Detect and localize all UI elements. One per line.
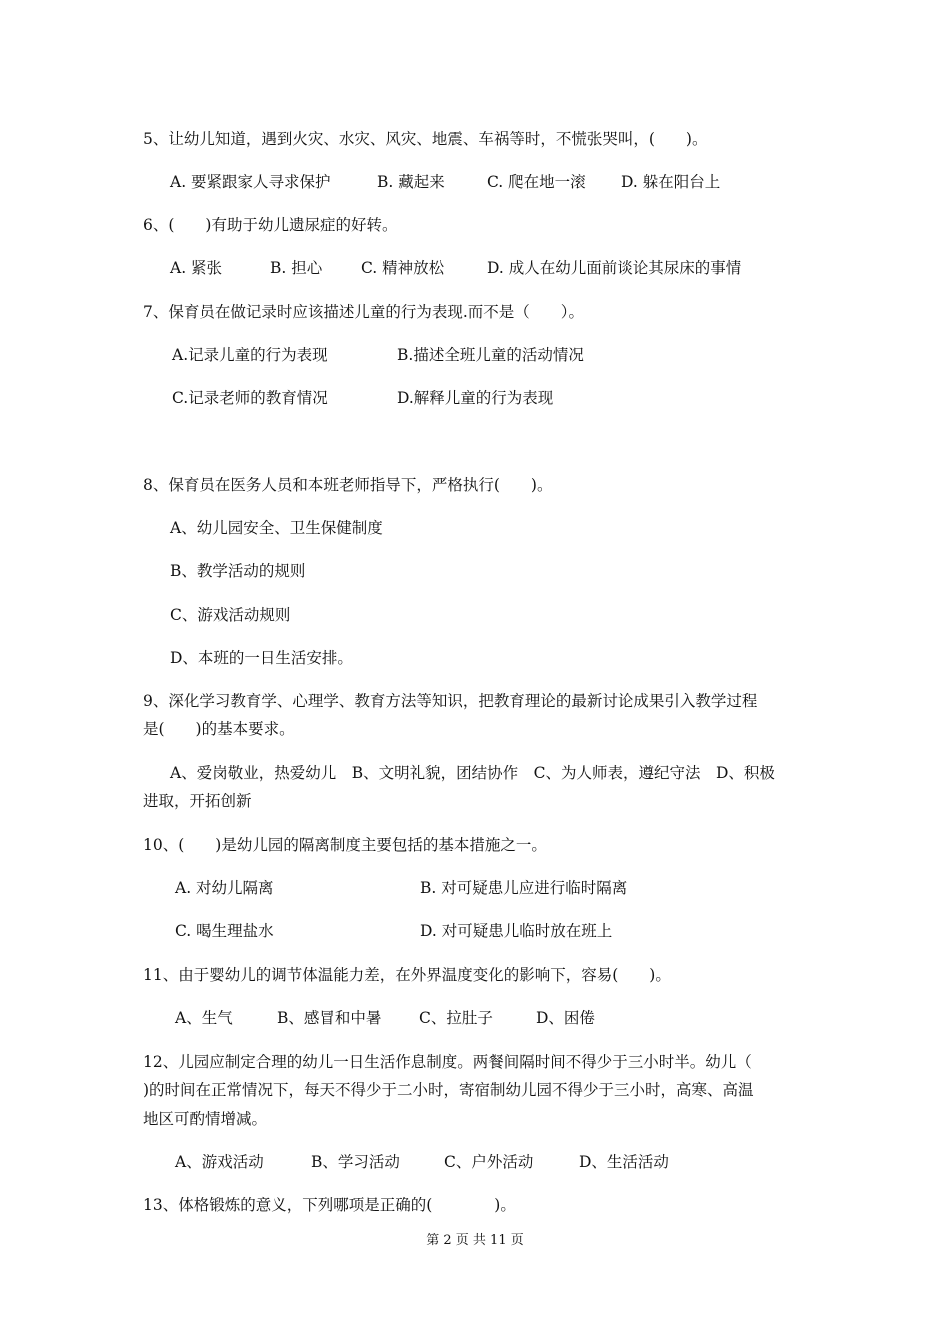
question-12-stem-line-1: 12、儿园应制定合理的幼儿一日生活作息制度。两餐间隔时间不得少于三小时半。幼儿（ bbox=[143, 1053, 752, 1071]
question-9-options-line-1: A、爱岗敬业，热爱幼儿 B、文明礼貌，团结协作 C、为人师表，遵纪守法 D、积极 bbox=[170, 764, 775, 782]
question-5-stem: 5、让幼儿知道，遇到火灾、水灾、风灾、地震、车祸等时，不慌张哭叫，( )。 bbox=[143, 130, 708, 148]
question-10-option-b: B. 对可疑患儿应进行临时隔离 bbox=[420, 879, 628, 897]
question-12-option-d: D、生活活动 bbox=[579, 1153, 669, 1171]
question-7-option-d: D.解释儿童的行为表现 bbox=[397, 389, 554, 407]
question-11-option-a: A、生气 bbox=[175, 1009, 233, 1027]
question-12-option-b: B、学习活动 bbox=[311, 1153, 400, 1171]
question-11-option-d: D、困倦 bbox=[536, 1009, 595, 1027]
question-13-stem: 13、体格锻炼的意义，下列哪项是正确的( )。 bbox=[143, 1196, 516, 1214]
question-8-stem: 8、保育员在医务人员和本班老师指导下，严格执行( )。 bbox=[143, 476, 553, 494]
question-12-stem-line-3: 地区可酌情增减。 bbox=[143, 1110, 268, 1128]
question-5-option-b: B. 藏起来 bbox=[377, 173, 445, 191]
question-11-option-c: C、拉肚子 bbox=[419, 1009, 493, 1027]
question-6-option-b: B. 担心 bbox=[270, 259, 323, 277]
question-8-option-a: A、幼儿园安全、卫生保健制度 bbox=[170, 519, 383, 537]
question-10-option-c: C. 喝生理盐水 bbox=[175, 922, 274, 940]
question-8-option-d: D、本班的一日生活安排。 bbox=[170, 649, 353, 667]
question-6-option-d: D. 成人在幼儿面前谈论其尿床的事情 bbox=[487, 259, 742, 277]
question-11-option-b: B、感冒和中暑 bbox=[277, 1009, 382, 1027]
question-12-option-a: A、游戏活动 bbox=[175, 1153, 264, 1171]
question-7-option-b: B.描述全班儿童的活动情况 bbox=[397, 346, 584, 364]
page-footer: 第 2 页 共 11 页 bbox=[426, 1233, 524, 1248]
question-9-stem-line-2: 是( )的基本要求。 bbox=[143, 720, 295, 738]
question-10-option-a: A. 对幼儿隔离 bbox=[175, 879, 274, 897]
question-10-stem: 10、( )是幼儿园的隔离制度主要包括的基本措施之一。 bbox=[143, 836, 547, 854]
question-5-option-d: D. 躲在阳台上 bbox=[621, 173, 721, 191]
question-9-stem-line-1: 9、深化学习教育学、心理学、教育方法等知识，把教育理论的最新讨论成果引入教学过程 bbox=[143, 692, 758, 710]
question-7-option-a: A.记录儿童的行为表现 bbox=[172, 346, 328, 364]
question-6-option-a: A. 紧张 bbox=[170, 259, 223, 277]
question-5-option-a: A. 要紧跟家人寻求保护 bbox=[170, 173, 331, 191]
question-11-stem: 11、由于婴幼儿的调节体温能力差，在外界温度变化的影响下，容易( )。 bbox=[143, 966, 671, 984]
question-12-option-c: C、户外活动 bbox=[444, 1153, 534, 1171]
question-8-option-b: B、教学活动的规则 bbox=[170, 562, 306, 580]
question-7-option-c: C.记录老师的教育情况 bbox=[172, 389, 328, 407]
question-8-option-c: C、游戏活动规则 bbox=[170, 606, 291, 624]
question-9-options-line-2: 进取，开拓创新 bbox=[143, 792, 252, 810]
question-7-stem: 7、保育员在做记录时应该描述儿童的行为表现.而不是（ ）。 bbox=[143, 303, 585, 321]
question-6-option-c: C. 精神放松 bbox=[361, 259, 445, 277]
question-5-option-c: C. 爬在地一滚 bbox=[487, 173, 586, 191]
question-6-stem: 6、( )有助于幼儿遗尿症的好转。 bbox=[143, 216, 398, 234]
question-10-option-d: D. 对可疑患儿临时放在班上 bbox=[420, 922, 613, 940]
question-12-stem-line-2: )的时间在正常情况下，每天不得少于二小时，寄宿制幼儿园不得少于三小时，高寒、高温 bbox=[143, 1081, 754, 1099]
